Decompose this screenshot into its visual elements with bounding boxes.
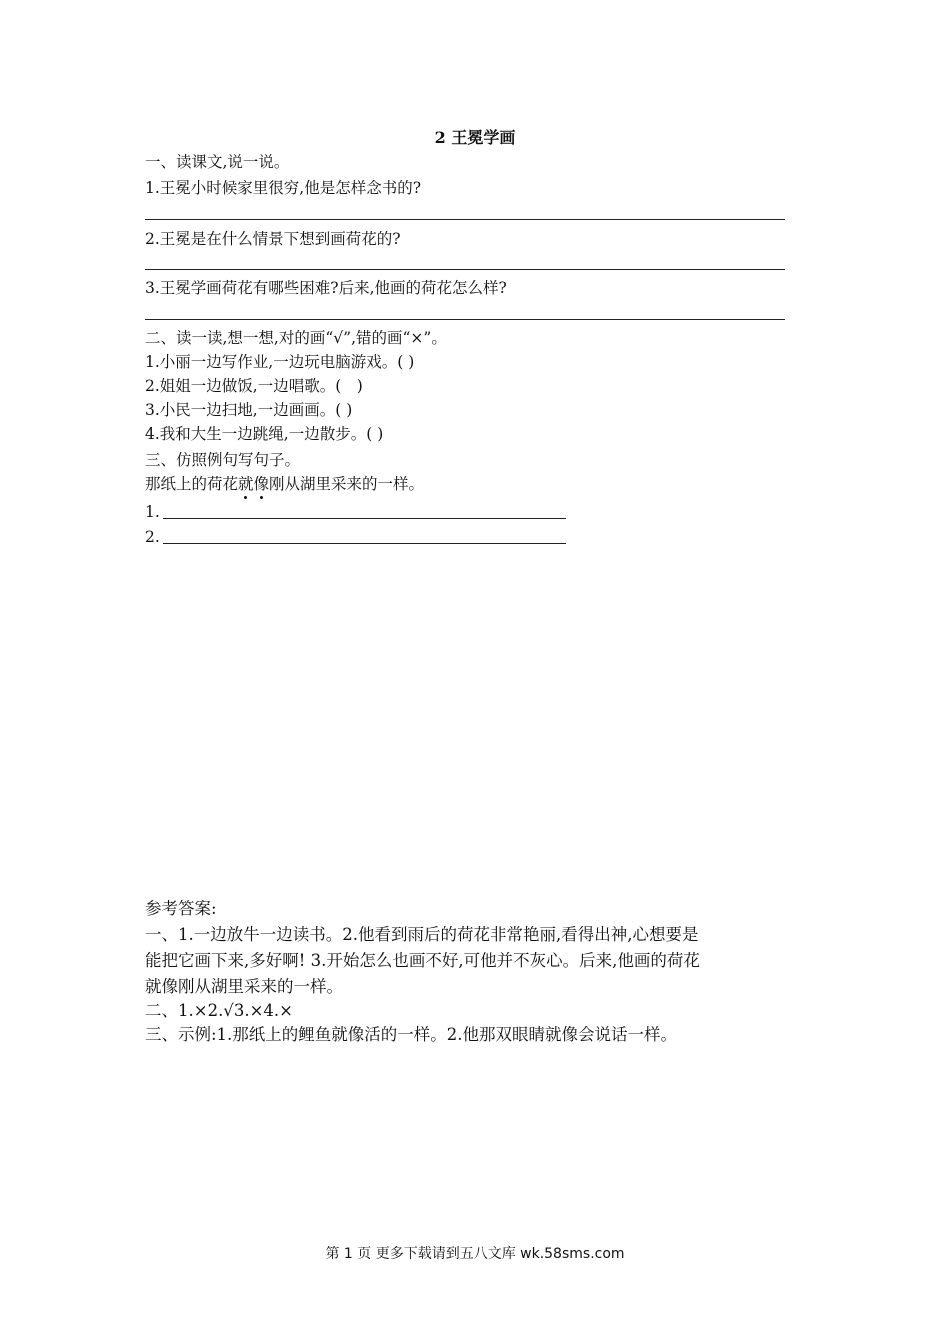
blank-label-1: 1. [145, 503, 160, 521]
answer-line-a5: 三、示例:1.那纸上的鲤鱼就像活的一样。2.他那双眼睛就像会说话一样。 [145, 1025, 678, 1044]
answer-line-1[interactable] [145, 219, 785, 220]
question-3: 3.王冕学画荷花有哪些困难?后来,他画的荷花怎么样? [145, 279, 507, 297]
write-line-2[interactable] [163, 543, 566, 544]
judge-item-3: 3.小民一边扫地,一边画画。( ) [145, 401, 353, 419]
page-footer: 第 1 页 更多下载请到五八文库 wk.58sms.com [325, 1246, 625, 1262]
answer-line-a4: 二、1.×2.√3.×4.× [145, 1001, 293, 1020]
emphasis-xiang: 像 [253, 475, 270, 493]
answers-heading: 参考答案: [145, 899, 217, 918]
write-blank-1 [145, 500, 160, 524]
section2-heading: 二、读一读,想一想,对的画“√”,错的画“×”。 [145, 329, 447, 347]
question-1: 1.王冕小时候家里很穷,他是怎样念书的? [145, 179, 422, 197]
emphasis-jiu: 就 [238, 475, 254, 493]
judge-item-1: 1.小丽一边写作业,一边玩电脑游戏。( ) [145, 353, 415, 371]
answer-line-a3: 就像刚从湖里采来的一样。 [145, 977, 343, 996]
page-title: 2 王冕学画 [434, 128, 516, 147]
question-2: 2.王冕是在什么情景下想到画荷花的? [145, 230, 401, 248]
write-line-1[interactable] [163, 518, 566, 519]
answer-line-2[interactable] [145, 269, 785, 270]
judge-item-2: 2.姐姐一边做饭,一边唱歌。( ) [145, 377, 363, 395]
section3-heading: 三、仿照例句写句子。 [145, 451, 301, 469]
example-before: 那纸上的荷花 [145, 475, 239, 493]
blank-label-2: 2. [145, 528, 160, 546]
example-after: 刚从湖里采来的一样。 [269, 475, 425, 493]
example-sentence [145, 472, 424, 496]
judge-item-4: 4.我和大生一边跳绳,一边散步。( ) [145, 425, 384, 443]
section1-heading: 一、读课文,说一说。 [145, 153, 290, 171]
answer-line-a2: 能把它画下来,多好啊! 3.开始怎么也画不好,可他并不灰心。后来,他画的荷花 [145, 951, 700, 970]
answer-line-a1: 一、1.一边放牛一边读书。2.他看到雨后的荷花非常艳丽,看得出神,心想要是 [145, 925, 699, 944]
answer-line-3[interactable] [145, 319, 785, 320]
write-blank-2 [145, 525, 160, 549]
